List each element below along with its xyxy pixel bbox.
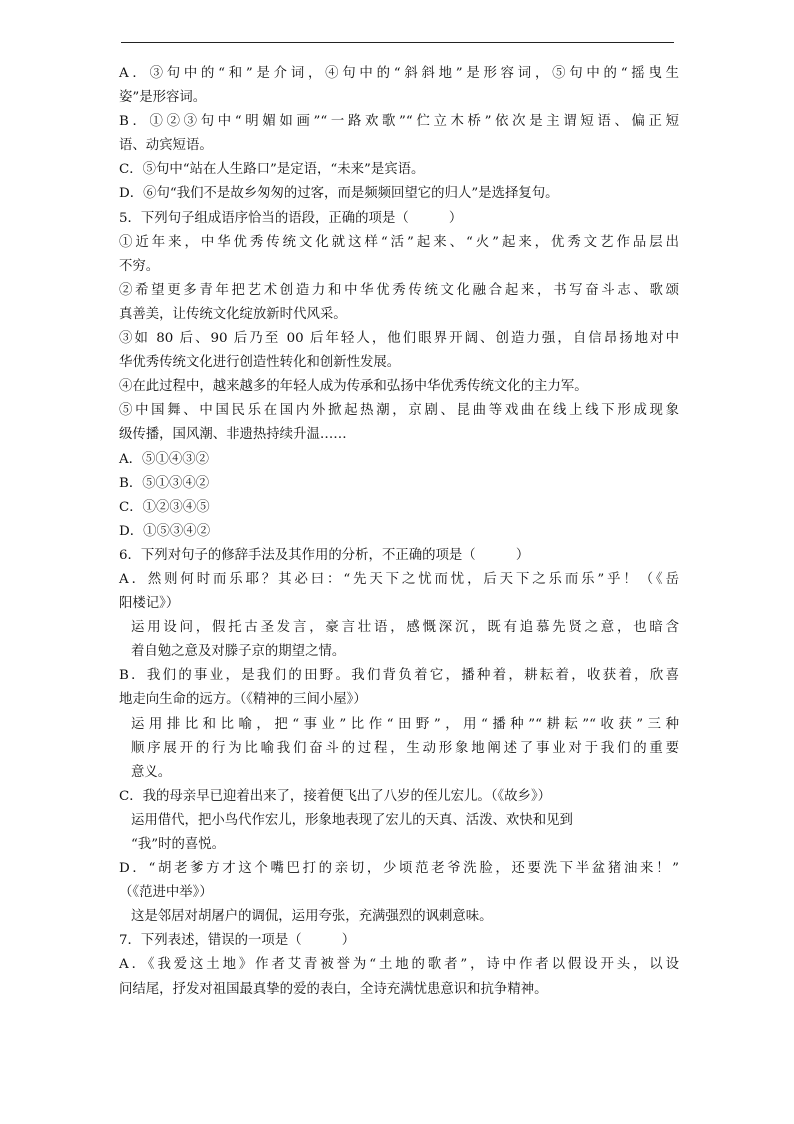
text-line: A．③句中的“和”是介词，④句中的“斜斜地”是形容词，⑤句中的“摇曳生 <box>119 66 679 81</box>
text-line: 意义。 <box>131 764 172 780</box>
text-line: A．《我爱这土地》作者艾青被誉为“土地的歌者”，诗中作者以假设开头，以设 <box>119 957 679 973</box>
text-line: 运用排比和比喻，把“事业”比作“田野”，用“播种”“耕耘”“收获”三种 <box>131 716 679 732</box>
text-line: 5．下列句子组成语序恰当的语段，正确的项是（ ） <box>119 210 463 226</box>
text-line: A．然则何时而乐耶？其必曰：“先天下之忧而忧，后天下之乐而乐”乎！（《岳 <box>119 571 679 587</box>
text-line: 阳楼记》） <box>119 596 180 612</box>
document-body <box>119 62 679 1002</box>
text-line: D．⑥句“我们不是故乡匆匆的过客，而是频频回望它的归人”是选择复句。 <box>119 186 559 202</box>
text-line: 运用设问，假托古圣发言，豪言壮语，感慨深沉，既有追慕先贤之意，也暗含 <box>131 620 679 636</box>
text-line: C．⑤句中“站在人生路口”是定语，“未来”是宾语。 <box>119 162 425 178</box>
text-line: 6．下列对句子的修辞手法及其作用的分析，不正确的项是（ ） <box>119 547 530 563</box>
text-line: 顺序展开的行为比喻我们奋斗的过程，生动形象地阐述了事业对于我们的重要 <box>131 740 679 756</box>
text-line: ⑤中国舞、中国民乐在国内外掀起热潮，京剧、昆曲等戏曲在线上线下形成现象 <box>119 403 679 419</box>
text-line: 姿”是形容词。 <box>119 90 207 106</box>
text-line: C．①②③④⑤ <box>119 499 210 515</box>
text-line: 级传播，国风潮、非遗热持续升温…… <box>119 427 347 443</box>
text-line: 地走向生命的远方。（《精神的三间小屋》） <box>119 692 367 708</box>
text-line: 运用借代，把小鸟代作宏儿，形象地表现了宏儿的天真、活泼、欢快和见到 <box>131 812 573 828</box>
text-line: D．①⑤③④② <box>119 523 211 539</box>
text-line: 真善美，让传统文化绽放新时代风采。 <box>119 306 347 322</box>
text-line: 语、动宾短语。 <box>119 138 213 154</box>
text-line: A．⑤①④③② <box>119 451 210 467</box>
text-line: 问结尾，抒发对祖国最真挚的爱的表白，全诗充满忧患意识和抗争精神。 <box>119 981 548 997</box>
text-line: ④在此过程中，越来越多的年轻人成为传承和弘扬中华优秀传统文化的主力军。 <box>119 379 588 395</box>
text-line: B．①②③句中“明媚如画”“一路欢歌”“伫立木桥”依次是主谓短语、偏正短 <box>119 114 679 130</box>
text-line: 7．下列表述，错误的一项是（ ） <box>119 933 356 949</box>
text-line: C．我的母亲早已迎着出来了，接着便飞出了八岁的侄儿宏儿。（《故乡》） <box>119 788 552 804</box>
text-line: ①近年来，中华优秀传统文化就这样“活”起来、“火”起来，优秀文艺作品层出 <box>119 234 679 250</box>
text-line: ②希望更多青年把艺术创造力和中华优秀传统文化融合起来，书写奋斗志、歌颂 <box>119 282 679 298</box>
text-line: B．⑤①③④② <box>119 475 210 491</box>
header-rule <box>121 42 674 43</box>
text-line: D．“胡老爹方才这个嘴巴打的亲切，少顷范老爷洗脸，还要洗下半盆猪油来！” <box>119 861 679 877</box>
text-line: B．我们的事业，是我们的田野。我们背负着它，播种着，耕耘着，收获着，欣喜 <box>119 668 679 684</box>
text-line: 不穷。 <box>119 258 160 274</box>
text-line: “我”时的喜悦。 <box>131 837 226 852</box>
text-line: 这是邻居对胡屠户的调侃，运用夸张，充满强烈的讽刺意味。 <box>131 909 493 925</box>
text-line: 着自勉之意及对滕子京的期望之情。 <box>131 644 346 660</box>
text-line: （《范进中举》） <box>119 885 213 901</box>
text-line: 华优秀传统文化进行创造性转化和创新性发展。 <box>119 355 401 371</box>
text-line: ③如 80 后、90 后乃至 00 后年轻人，他们眼界开阔、创造力强，自信昂扬地对中 <box>119 331 679 347</box>
